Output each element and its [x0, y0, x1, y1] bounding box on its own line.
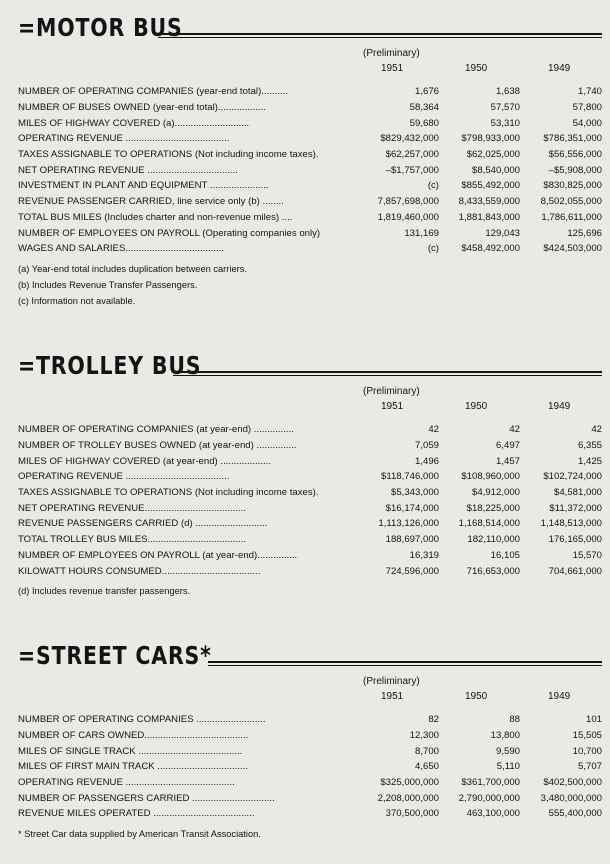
- table-row: [18, 712, 602, 728]
- row-label: NUMBER OF CARS OWNED.......................................: [18, 730, 249, 742]
- value-1950: $855,492,000: [461, 180, 520, 192]
- row-label: MILES OF FIRST MAIN TRACK ..................................: [18, 761, 248, 773]
- value-1950: $8,540,000: [471, 164, 520, 176]
- value-1950: 42: [509, 424, 520, 436]
- year-1951: 1951: [381, 63, 404, 74]
- value-1949: $402,500,000: [543, 777, 602, 789]
- table-row: [18, 178, 602, 194]
- value-1950: 88: [509, 714, 520, 726]
- value-1950: 9,590: [495, 745, 520, 757]
- trolley-bus-notes: [18, 583, 602, 599]
- value-1950: 1,168,514,000: [458, 518, 520, 530]
- value-1951: 8,700: [414, 745, 439, 757]
- value-1951: 1,496: [414, 455, 439, 467]
- value-1949: 42: [591, 424, 602, 436]
- trolley-bus-header: [18, 350, 602, 384]
- table-row: [18, 775, 602, 791]
- table-row: [18, 453, 602, 469]
- trolley-bus-rule: [173, 371, 602, 376]
- value-1951: 7,857,698,000: [377, 196, 439, 208]
- table-row: [18, 516, 602, 532]
- value-1949: 176,165,000: [548, 534, 602, 546]
- row-label: TOTAL BUS MILES (Includes charter and non-revenue miles) ....: [18, 211, 293, 223]
- value-1949: 1,148,513,000: [540, 518, 602, 530]
- value-1950: 129,043: [485, 227, 520, 239]
- value-1949: 5,707: [577, 761, 602, 773]
- value-1949: 1,425: [577, 455, 602, 467]
- value-1949: 15,570: [572, 549, 602, 561]
- street-cars-rule: [208, 661, 602, 666]
- value-1950: $108,960,000: [461, 471, 520, 483]
- footnote: (a) Year-end total includes duplication between carriers.: [18, 263, 247, 274]
- row-label: TAXES ASSIGNABLE TO OPERATIONS (Not including income taxes).: [18, 149, 319, 161]
- value-1950: $798,933,000: [461, 133, 520, 145]
- value-1951: $62,257,000: [385, 149, 439, 161]
- street-cars-title-text: STREET CARS*: [36, 641, 212, 670]
- street-cars-table: [18, 712, 602, 822]
- value-1949: 6,355: [577, 440, 602, 452]
- table-row: [18, 500, 602, 516]
- street-cars-year-header: [18, 674, 602, 712]
- table-row: [18, 532, 602, 548]
- row-label: NUMBER OF PASSENGERS CARRIED ...............................: [18, 792, 275, 804]
- row-label: OPERATING REVENUE .......................................: [18, 471, 230, 483]
- value-1950: $62,025,000: [466, 149, 520, 161]
- table-row: [18, 131, 602, 147]
- motor-bus-title: =MOTOR BUS: [18, 13, 183, 42]
- year-1951: 1951: [381, 401, 404, 412]
- table-row: [18, 759, 602, 775]
- value-1951: 4,650: [414, 761, 439, 773]
- row-label: NUMBER OF EMPLOYEES ON PAYROLL (at year-end)...............: [18, 549, 298, 561]
- table-row: [18, 469, 602, 485]
- trolley-bus-title-text: TROLLEY BUS: [36, 351, 202, 380]
- value-1951: $5,343,000: [390, 487, 439, 499]
- year-1949: 1949: [548, 691, 571, 702]
- table-row: [18, 438, 602, 454]
- footnote: (d) Includes revenue transfer passengers.: [18, 585, 191, 596]
- value-1951: 12,300: [409, 730, 439, 742]
- row-label: MILES OF SINGLE TRACK .......................................: [18, 745, 243, 757]
- footnote: (c) Information not available.: [18, 295, 136, 306]
- value-1951: 370,500,000: [385, 808, 439, 820]
- value-1949: $11,372,000: [549, 502, 602, 514]
- row-label: NUMBER OF OPERATING COMPANIES ..........................: [18, 714, 266, 726]
- value-1949: 8,502,055,000: [540, 196, 602, 208]
- year-1950: 1950: [465, 691, 488, 702]
- table-row: [18, 806, 602, 822]
- footnote: (b) Includes Revenue Transfer Passengers.: [18, 279, 198, 290]
- value-1949: $786,351,000: [543, 133, 602, 145]
- value-1951: 724,596,000: [385, 565, 439, 577]
- value-1950: 5,110: [496, 761, 520, 773]
- value-1949: 1,786,611,000: [541, 211, 602, 223]
- motor-bus-table: [18, 84, 602, 257]
- value-1950: 1,457: [495, 455, 520, 467]
- row-label: KILOWATT HOURS CONSUMED.....................................: [18, 565, 261, 577]
- value-1949: $102,724,000: [543, 471, 602, 483]
- table-row: [18, 790, 602, 806]
- value-1950: $4,912,000: [471, 487, 520, 499]
- row-label: INVESTMENT IN PLANT AND EQUIPMENT ......................: [18, 180, 269, 192]
- row-label: TAXES ASSIGNABLE TO OPERATIONS (Not including income taxes).: [18, 487, 319, 499]
- value-1950: 2,790,000,000: [458, 792, 520, 804]
- street-cars-title: =STREET CARS*: [18, 641, 212, 670]
- value-1950: 16,105: [490, 549, 520, 561]
- row-label: OPERATING REVENUE .......................................: [18, 133, 230, 145]
- table-row: [18, 225, 602, 241]
- preliminary-label: (Preliminary): [363, 676, 420, 687]
- value-1950: 716,653,000: [466, 565, 520, 577]
- value-1950: 6,497: [495, 440, 520, 452]
- value-1950: 463,100,000: [466, 808, 520, 820]
- row-label: REVENUE MILES OPERATED ......................................: [18, 808, 255, 820]
- row-label: REVENUE PASSENGERS CARRIED (d) ...........................: [18, 518, 268, 530]
- value-1951: 131,169: [404, 227, 439, 239]
- row-label: NUMBER OF OPERATING COMPANIES (at year-end) ...............: [18, 424, 294, 436]
- value-1949: 125,696: [567, 227, 602, 239]
- value-1951: 2,208,000,000: [377, 792, 439, 804]
- value-1949: 15,505: [572, 730, 602, 742]
- value-1951: 58,364: [409, 102, 439, 114]
- value-1949: 10,700: [572, 745, 602, 757]
- table-row: [18, 743, 602, 759]
- trolley-bus-title: =TROLLEY BUS: [18, 351, 202, 380]
- row-label: WAGES AND SALARIES.....................................: [18, 243, 224, 255]
- preliminary-label: (Preliminary): [363, 48, 420, 59]
- row-label: NUMBER OF BUSES OWNED (year-end total)..................: [18, 102, 266, 114]
- value-1951: 7,059: [414, 440, 439, 452]
- table-row: [18, 422, 602, 438]
- table-row: [18, 241, 602, 257]
- row-label: NUMBER OF EMPLOYEES ON PAYROLL (Operating companies only): [18, 227, 321, 239]
- value-1951: –$1,757,000: [385, 164, 439, 176]
- value-1949: $424,503,000: [543, 243, 602, 255]
- value-1949: $830,825,000: [543, 180, 602, 192]
- value-1949: 57,800: [572, 102, 602, 114]
- value-1949: 3,480,000,000: [540, 792, 602, 804]
- year-1949: 1949: [548, 401, 571, 412]
- motor-bus-title-text: MOTOR BUS: [36, 13, 183, 42]
- row-label: REVENUE PASSENGER CARRIED, line service only (b) ........: [18, 196, 284, 208]
- table-row: [18, 548, 602, 564]
- value-1951: 59,680: [409, 117, 439, 129]
- value-1951: $118,746,000: [381, 471, 439, 483]
- table-row: [18, 485, 602, 501]
- row-label: MILES OF HIGHWAY COVERED (a)............................: [18, 117, 250, 129]
- trolley-bus-year-header: [18, 384, 602, 422]
- preliminary-label: (Preliminary): [363, 386, 420, 397]
- value-1949: $56,556,000: [548, 149, 602, 161]
- table-row: [18, 100, 602, 116]
- row-label: OPERATING REVENUE .........................................: [18, 777, 235, 789]
- footnote: * Street Car data supplied by American Transit Association.: [18, 828, 261, 839]
- value-1950: $361,700,000: [461, 777, 520, 789]
- value-1949: 1,740: [577, 86, 602, 98]
- row-label: NUMBER OF OPERATING COMPANIES (year-end total)..........: [18, 86, 288, 98]
- motor-bus-rule: [158, 33, 602, 38]
- trolley-bus-table: [18, 422, 602, 579]
- value-1950: $18,225,000: [466, 502, 520, 514]
- value-1949: 704,661,000: [548, 565, 602, 577]
- value-1951: (c): [427, 180, 439, 192]
- year-1951: 1951: [381, 691, 404, 702]
- value-1951: (c): [427, 243, 439, 255]
- table-row: [18, 147, 602, 163]
- value-1950: 1,881,843,000: [458, 211, 520, 223]
- motor-bus-section: [18, 12, 602, 309]
- value-1950: 57,570: [490, 102, 520, 114]
- value-1950: 1,638: [495, 86, 520, 98]
- value-1949: 101: [585, 714, 602, 726]
- value-1951: 82: [428, 714, 439, 726]
- row-label: MILES OF HIGHWAY COVERED (at year-end) ...................: [18, 455, 272, 467]
- table-row: [18, 194, 602, 210]
- table-row: [18, 728, 602, 744]
- street-cars-header: [18, 640, 602, 674]
- row-label: TOTAL TROLLEY BUS MILES.....................................: [18, 534, 247, 546]
- row-label: NET OPERATING REVENUE ..................................: [18, 164, 238, 176]
- value-1951: 188,697,000: [385, 534, 439, 546]
- value-1950: $458,492,000: [461, 243, 520, 255]
- value-1949: –$5,908,000: [548, 164, 602, 176]
- value-1951: 16,319: [409, 549, 439, 561]
- value-1951: 1,113,126,000: [378, 518, 439, 530]
- table-row: [18, 162, 602, 178]
- value-1951: 1,819,460,000: [377, 211, 439, 223]
- table-row: [18, 84, 602, 100]
- value-1950: 13,800: [490, 730, 520, 742]
- value-1949: 555,400,000: [548, 808, 602, 820]
- value-1951: 42: [428, 424, 439, 436]
- street-cars-notes: [18, 826, 602, 842]
- value-1949: $4,581,000: [553, 487, 602, 499]
- value-1950: 182,110,000: [467, 534, 520, 546]
- year-1950: 1950: [465, 63, 488, 74]
- value-1951: $829,432,000: [380, 133, 439, 145]
- table-row: [18, 115, 602, 131]
- row-label: NUMBER OF TROLLEY BUSES OWNED (at year-end) ...............: [18, 440, 297, 452]
- motor-bus-notes: [18, 261, 602, 309]
- value-1950: 53,310: [490, 117, 520, 129]
- motor-bus-header: [18, 12, 602, 46]
- trolley-bus-section: [18, 350, 602, 599]
- table-row: [18, 210, 602, 226]
- value-1949: 54,000: [572, 117, 602, 129]
- year-1949: 1949: [548, 63, 571, 74]
- value-1951: $325,000,000: [380, 777, 439, 789]
- value-1951: $16,174,000: [385, 502, 439, 514]
- value-1950: 8,433,559,000: [458, 196, 520, 208]
- motor-bus-year-header: [18, 46, 602, 84]
- value-1951: 1,676: [414, 86, 439, 98]
- row-label: NET OPERATING REVENUE......................................: [18, 502, 246, 514]
- street-cars-section: [18, 640, 602, 842]
- year-1950: 1950: [465, 401, 488, 412]
- table-row: [18, 563, 602, 579]
